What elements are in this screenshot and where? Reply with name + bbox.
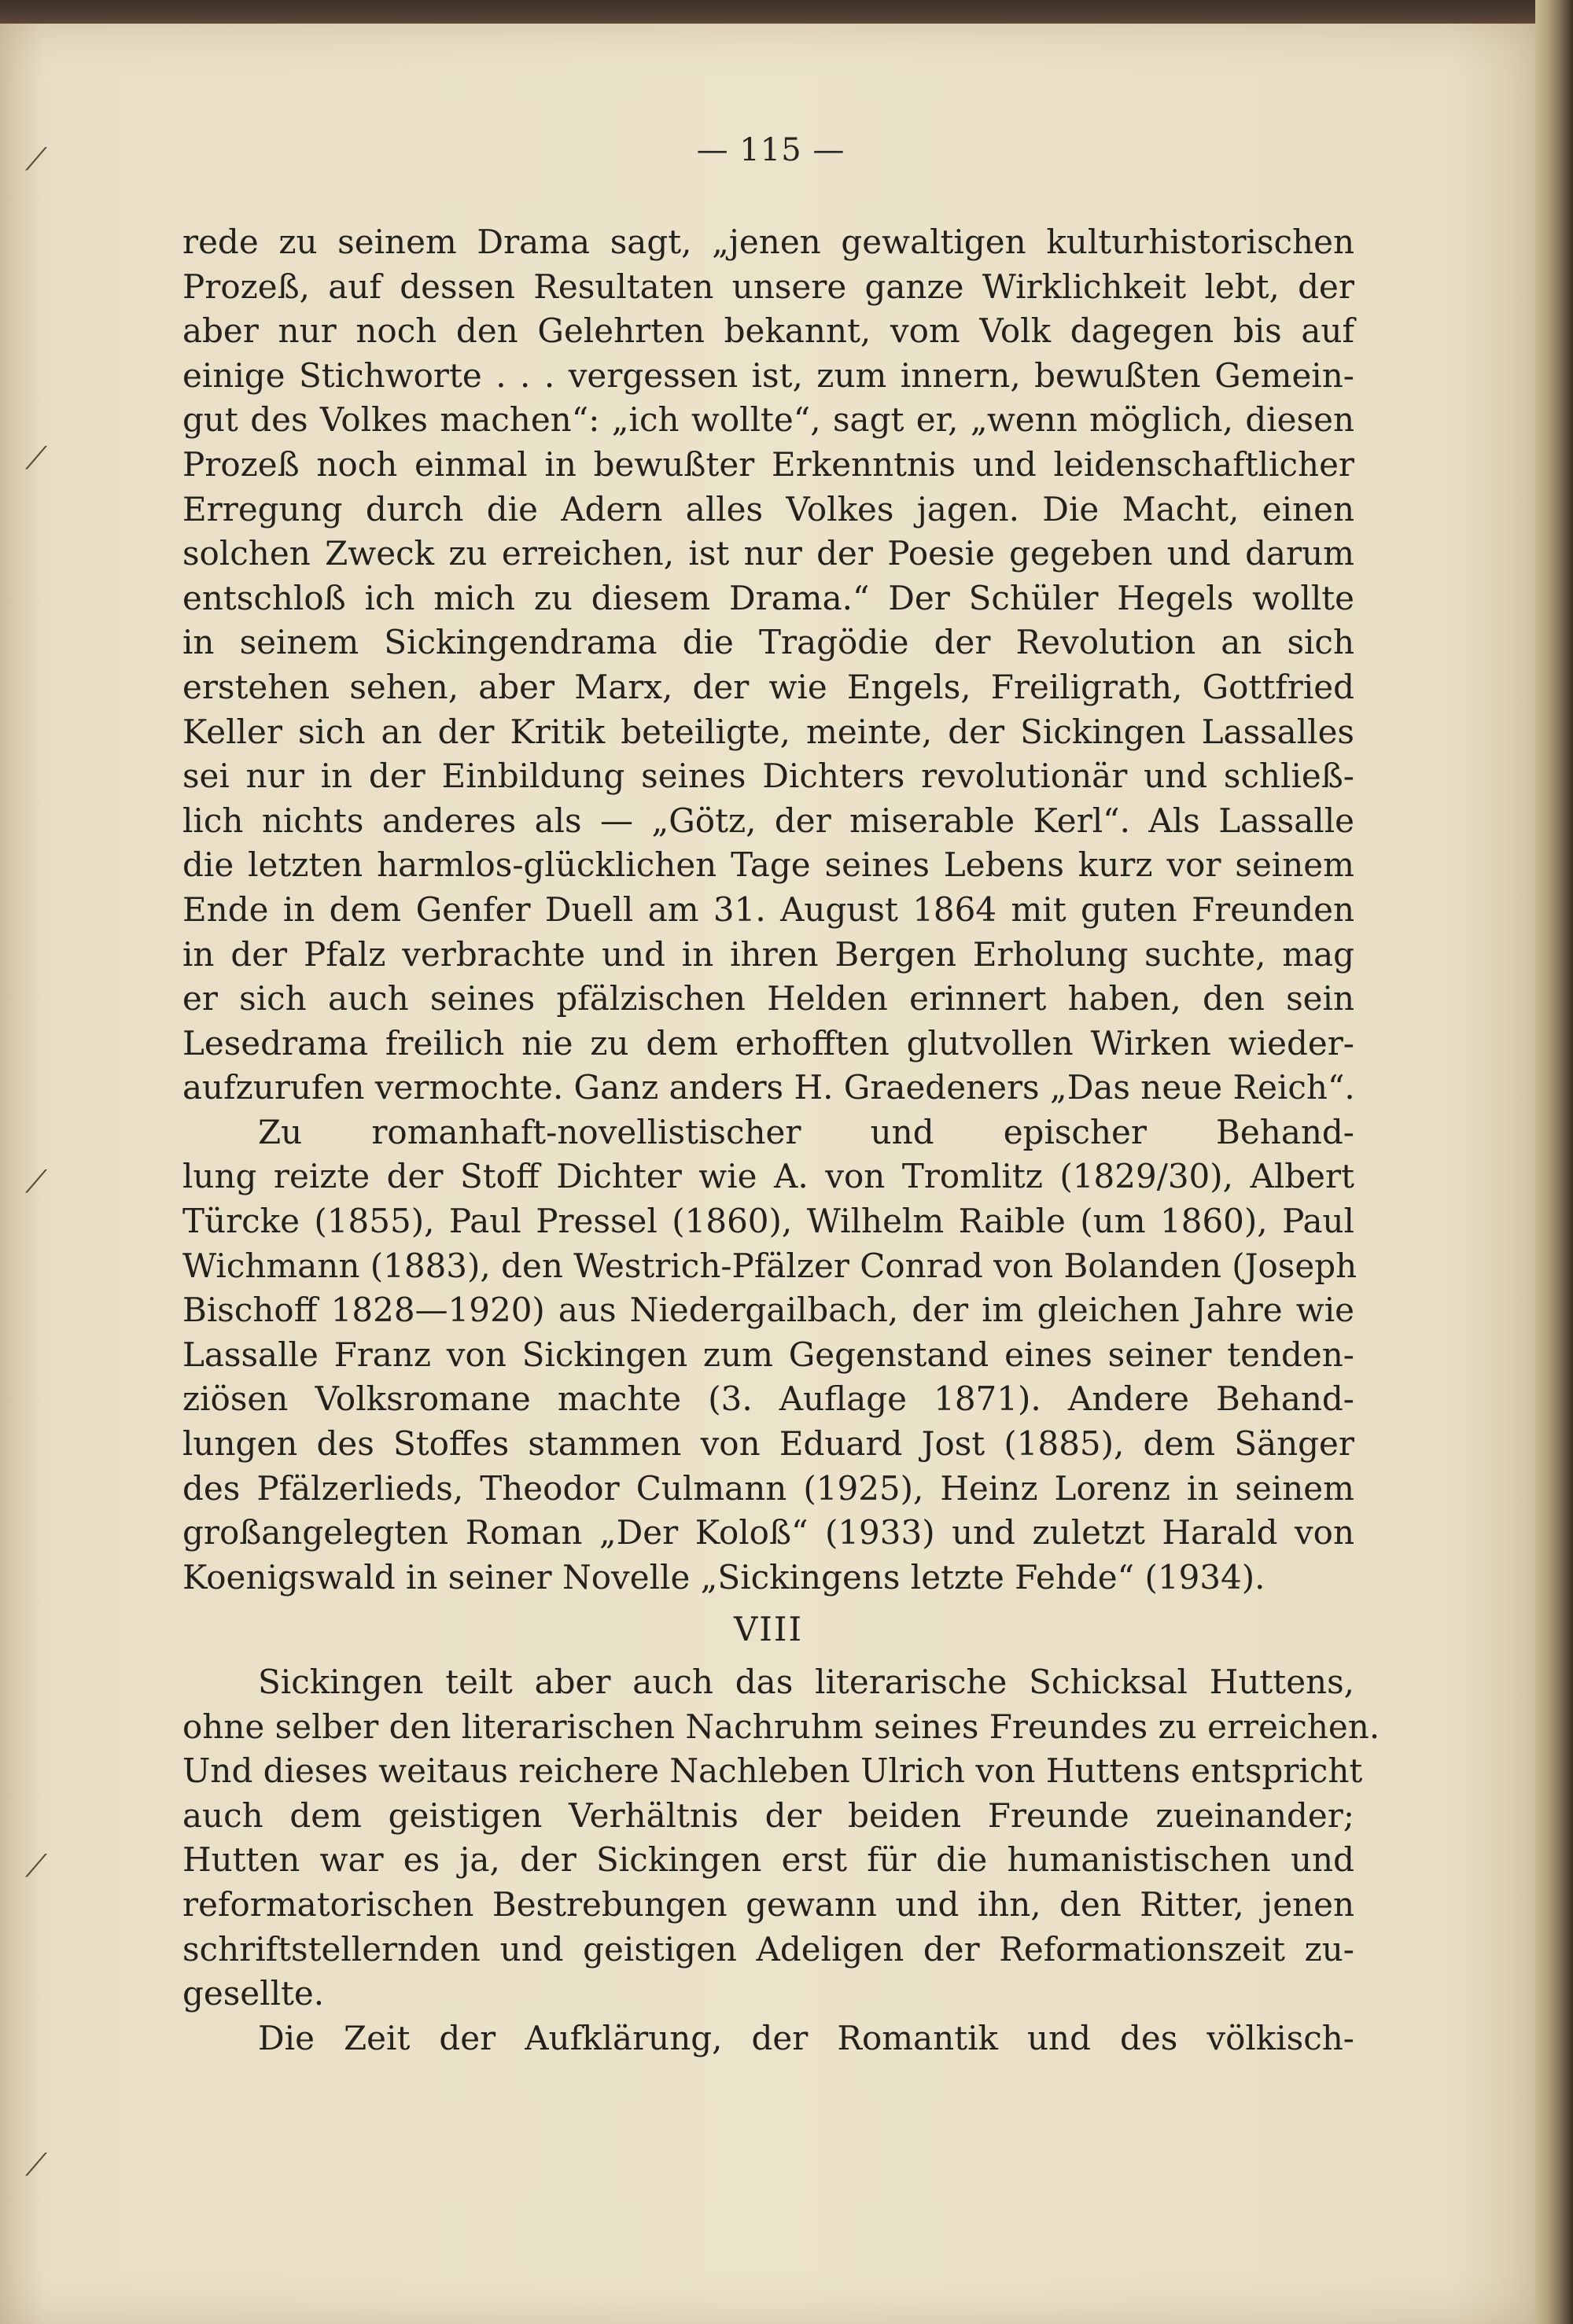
text-line: lungen des Stoffes stammen von Eduard Jost (1885), dem Sänger [182, 1424, 1354, 1464]
text-line: Prozeß, auf dessen Resultaten unsere ganze Wirklichkeit lebt, der [182, 267, 1354, 306]
text-line: schriftstellernden und geistigen Adeligen der Reformationszeit zu- [182, 1929, 1354, 1969]
text-line: rede zu seinem Drama sagt, „jenen gewaltigen kulturhistorischen [182, 223, 1354, 261]
text-line: Lesedrama freilich nie zu dem erhofften glutvollen Wirken wieder- [182, 1023, 1354, 1063]
text-line: gut des Volkes machen“: „ich wollte“, sagt er, „wenn möglich, diesen [182, 400, 1354, 440]
text-line: lich nichts anderes als — „Götz, der miserable Kerl“. Als Lassalle [182, 801, 1354, 840]
text-line: Zu romanhaft-novellistischer und epischer Behand- [258, 1112, 1354, 1151]
text-line: gesellte. [182, 1974, 325, 2013]
page-body [182, 220, 1380, 2061]
margin-mark: ⟋ [25, 1848, 47, 1884]
page-edge [1535, 0, 1573, 2324]
margin-mark: ⟋ [25, 1164, 47, 1200]
margin-mark: ⟋ [25, 2147, 47, 2183]
text-line: entschloß ich mich zu diesem Drama.“ Der Schüler Hegels wollte [182, 578, 1354, 617]
text-line: Türcke (1855), Paul Pressel (1860), Wilhelm Raible (um 1860), Paul [182, 1202, 1354, 1241]
text-line: aber nur noch den Gelehrten bekannt, vom Volk dagegen bis auf [182, 311, 1354, 351]
text-line: in seinem Sickingendrama die Tragödie der Revolution an sich [182, 623, 1354, 662]
text-line: Lassalle Franz von Sickingen zum Gegenstand eines seiner tenden- [182, 1335, 1354, 1374]
text-line: Prozeß noch einmal in bewußter Erkenntnis und leidenschaftlicher [182, 444, 1354, 484]
text-line: ohne selber den literarischen Nachruhm seines Freundes zu erreichen. [182, 1707, 1380, 1746]
text-line: großangelegten Roman „Der Koloß“ (1933) und zuletzt Harald von [182, 1513, 1354, 1552]
margin-mark: ⟋ [25, 440, 47, 477]
text-line: Koenigswald in seiner Novelle „Sickingens letzte Fehde“ (1934). [182, 1557, 1265, 1597]
text-line: die letzten harmlos-glücklichen Tage seines Lebens kurz vor seinem [182, 845, 1354, 885]
text-line: aufzurufen vermochte. Ganz anders H. Graedeners „Das neue Reich“. [182, 1068, 1355, 1107]
text-line: Keller sich an der Kritik beteiligte, meinte, der Sickingen Lassalles [182, 712, 1354, 751]
text-line: auch dem geistigen Verhältnis der beiden Freunde zueinander; [182, 1795, 1354, 1835]
text-line: lung reizte der Stoff Dichter wie A. von Tromlitz (1829/30), Albert [182, 1157, 1354, 1196]
text-line: Erregung durch die Adern alles Volkes jagen. Die Macht, einen [182, 489, 1354, 529]
section-heading: VIII [733, 1610, 804, 1649]
text-line: Die Zeit der Aufklärung, der Romantik und des völkisch- [258, 2018, 1354, 2057]
text-line: Bischoff 1828—1920) aus Niedergailbach, der im gleichen Jahre wie [182, 1291, 1354, 1330]
text-line: in der Pfalz verbrachte und in ihren Bergen Erholung suchte, mag [182, 934, 1354, 974]
text-line: Hutten war es ja, der Sickingen erst für die humanistischen und [182, 1840, 1354, 1880]
text-line: reformatorischen Bestrebungen gewann und ihn, den Ritter, jenen [182, 1884, 1354, 1924]
text-line: erstehen sehen, aber Marx, der wie Engels, Freiligrath, Gottfried [182, 667, 1354, 706]
page-number: — 115 — [696, 132, 845, 168]
text-line: solchen Zweck zu erreichen, ist nur der Poesie gegeben und darum [182, 534, 1354, 573]
text-line: er sich auch seines pfälzischen Helden erinnert haben, den sein [182, 979, 1354, 1018]
text-line: des Pfälzerlieds, Theodor Culmann (1925), Heinz Lorenz in seinem [182, 1468, 1354, 1508]
text-line: ziösen Volksromane machte (3. Auflage 1871). Andere Behand- [182, 1379, 1354, 1419]
text-line: Sickingen teilt aber auch das literarische Schicksal Huttens, [258, 1663, 1354, 1701]
text-line: Ende in dem Genfer Duell am 31. August 1864 mit guten Freunden [182, 889, 1354, 929]
text-line: einige Stichworte . . . vergessen ist, zum innern, bewußten Gemein- [182, 355, 1354, 395]
text-line: Wichmann (1883), den Westrich-Pfälzer Conrad von Bolanden (Joseph [182, 1246, 1357, 1285]
text-line: Und dieses weitaus reichere Nachleben Ulrich von Huttens entspricht [182, 1751, 1363, 1791]
text-line: sei nur in der Einbildung seines Dichters revolutionär und schließ- [182, 757, 1354, 796]
margin-mark: ⟋ [25, 142, 47, 178]
